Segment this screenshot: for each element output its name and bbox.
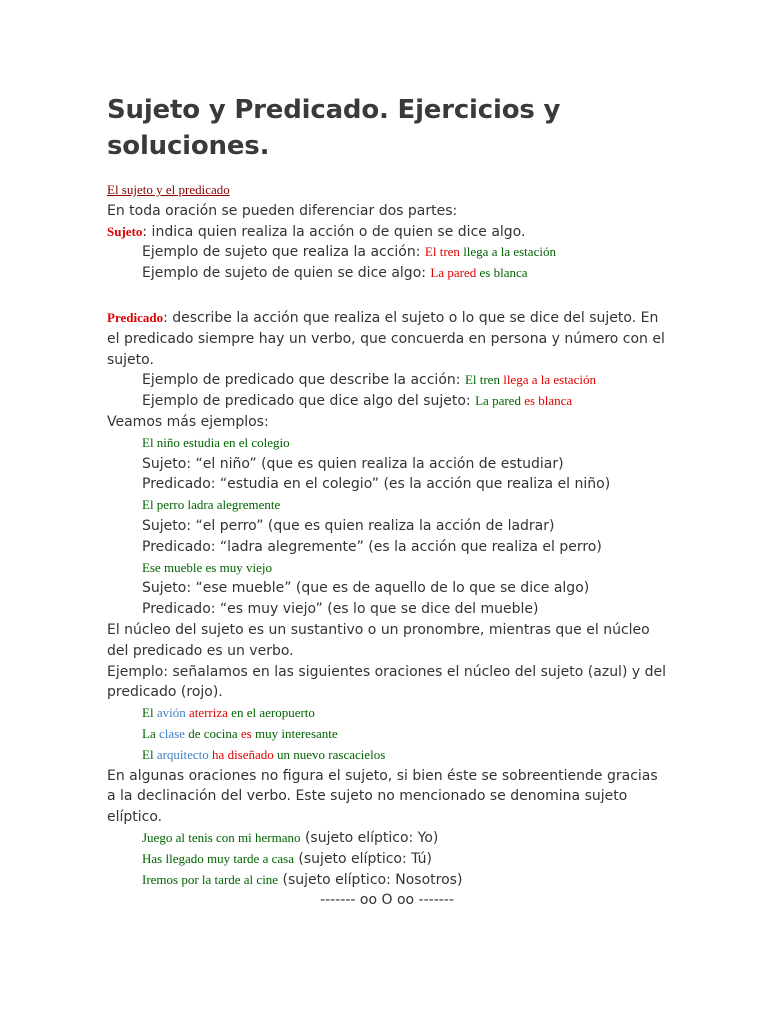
example-sentence-text: Ese mueble es muy viejo <box>142 559 272 575</box>
nucleus-predicate: es <box>240 725 252 741</box>
nucleus-subject: arquitecto <box>156 746 209 762</box>
sujeto-term: Sujeto <box>107 223 143 239</box>
example-subject: La pared <box>475 393 525 409</box>
eliptico-sentence: Juego al tenis con mi hermano <box>142 829 301 845</box>
eliptico-example <box>107 828 667 849</box>
example-sujeto: Sujeto: “el niño” (que es quien realiza la acción de estudiar) <box>142 455 564 472</box>
example-predicate: llega a la estación <box>459 244 556 260</box>
predicado-example-1 <box>107 370 667 391</box>
example-predicado: Predicado: “es muy viejo” (es lo que se dice del mueble) <box>142 601 539 618</box>
predicado-term: Predicado <box>107 309 164 325</box>
example-sentence <box>107 433 667 454</box>
eliptico-note: (sujeto elíptico: Tú) <box>293 850 432 867</box>
example-predicate: es blanca <box>524 393 573 409</box>
separator: ------- oo O oo ------- <box>320 892 454 909</box>
nucleus-subject: clase <box>158 725 185 741</box>
section-heading: El sujeto y el predicado <box>107 182 230 197</box>
predicado-def: : describe la acción que realiza el sujeto o lo que se dice del sujeto. En el predicado siempre hay un verbo, que concuerda en persona y número con el sujeto. <box>107 309 665 368</box>
example-predicate: llega a la estación <box>503 372 596 388</box>
sentence-part: El <box>142 746 157 762</box>
predicado-example-2 <box>107 391 667 412</box>
example-predicado: Predicado: “estudia en el colegio” (es la acción que realiza el niño) <box>142 476 611 493</box>
more-examples-text: Veamos más ejemplos: <box>107 413 269 430</box>
intro-text: En toda oración se pueden diferenciar dos partes: <box>107 202 458 219</box>
example-sentence-text: El perro ladra alegremente <box>142 497 281 513</box>
eliptico-paragraph: En algunas oraciones no figura el sujeto, si bien éste se sobreentiende gracias a la declinación del verbo. Este sujeto no mencionado se denomina sujeto elíptico. <box>107 767 658 826</box>
nucleo-example <box>107 703 667 724</box>
example-sujeto: Sujeto: “ese mueble” (que es de aquello de lo que se dice algo) <box>142 580 590 597</box>
sujeto-example-2 <box>107 263 667 284</box>
example-sentence-text: El niño estudia en el colegio <box>142 434 290 450</box>
example-label: Ejemplo de sujeto de quien se dice algo: <box>142 265 431 282</box>
nucleo-example <box>107 745 667 766</box>
section-heading-row <box>107 180 667 201</box>
example-subject: La pared <box>430 265 477 281</box>
example-predicate: es blanca <box>476 265 528 281</box>
nucleus-subject: avión <box>156 705 186 721</box>
example-subject: El tren <box>464 372 504 388</box>
sujeto-definition <box>107 222 667 243</box>
predicado-definition <box>107 304 667 370</box>
ejemplo-paragraph: Ejemplo: señalamos en las siguientes oraciones el núcleo del sujeto (azul) y del predicado (rojo). <box>107 663 666 701</box>
document-page <box>107 92 667 911</box>
example-sentence <box>107 558 667 579</box>
sentence-part: un nuevo rascacielos <box>273 746 386 762</box>
eliptico-example <box>107 849 667 870</box>
example-sentence <box>107 495 667 516</box>
sentence-part: de cocina <box>184 725 241 741</box>
example-label: Ejemplo de sujeto que realiza la acción: <box>142 244 425 261</box>
nucleus-predicate: aterriza <box>188 705 228 721</box>
nucleo-example <box>107 724 667 745</box>
sentence-part: La <box>142 725 159 741</box>
eliptico-note: (sujeto elíptico: Nosotros) <box>278 871 463 888</box>
example-subject: El tren <box>424 244 460 260</box>
eliptico-note: (sujeto elíptico: Yo) <box>300 829 439 846</box>
sentence-part: El <box>142 705 157 721</box>
eliptico-sentence: Has llegado muy tarde a casa <box>142 850 294 866</box>
sujeto-def: : indica quien realiza la acción o de quien se dice algo. <box>142 223 526 240</box>
nucleo-paragraph: El núcleo del sujeto es un sustantivo o un pronombre, mientras que el núcleo del predicado es un verbo. <box>107 621 650 659</box>
sentence-part: muy interesante <box>251 725 338 741</box>
eliptico-example <box>107 870 667 891</box>
page-title: Sujeto y Predicado. Ejercicios y soluciones. <box>107 95 561 161</box>
sentence-part: en el aeropuerto <box>227 705 315 721</box>
nucleus-predicate: ha diseñado <box>212 746 274 762</box>
sujeto-example-1 <box>107 242 667 263</box>
example-predicado: Predicado: “ladra alegremente” (es la acción que realiza el perro) <box>142 538 602 555</box>
example-sujeto: Sujeto: “el perro” (que es quien realiza la acción de ladrar) <box>142 517 555 534</box>
example-label: Ejemplo de predicado que dice algo del sujeto: <box>142 393 476 410</box>
eliptico-sentence: Iremos por la tarde al cine <box>142 871 279 887</box>
example-label: Ejemplo de predicado que describe la acción: <box>142 372 465 389</box>
